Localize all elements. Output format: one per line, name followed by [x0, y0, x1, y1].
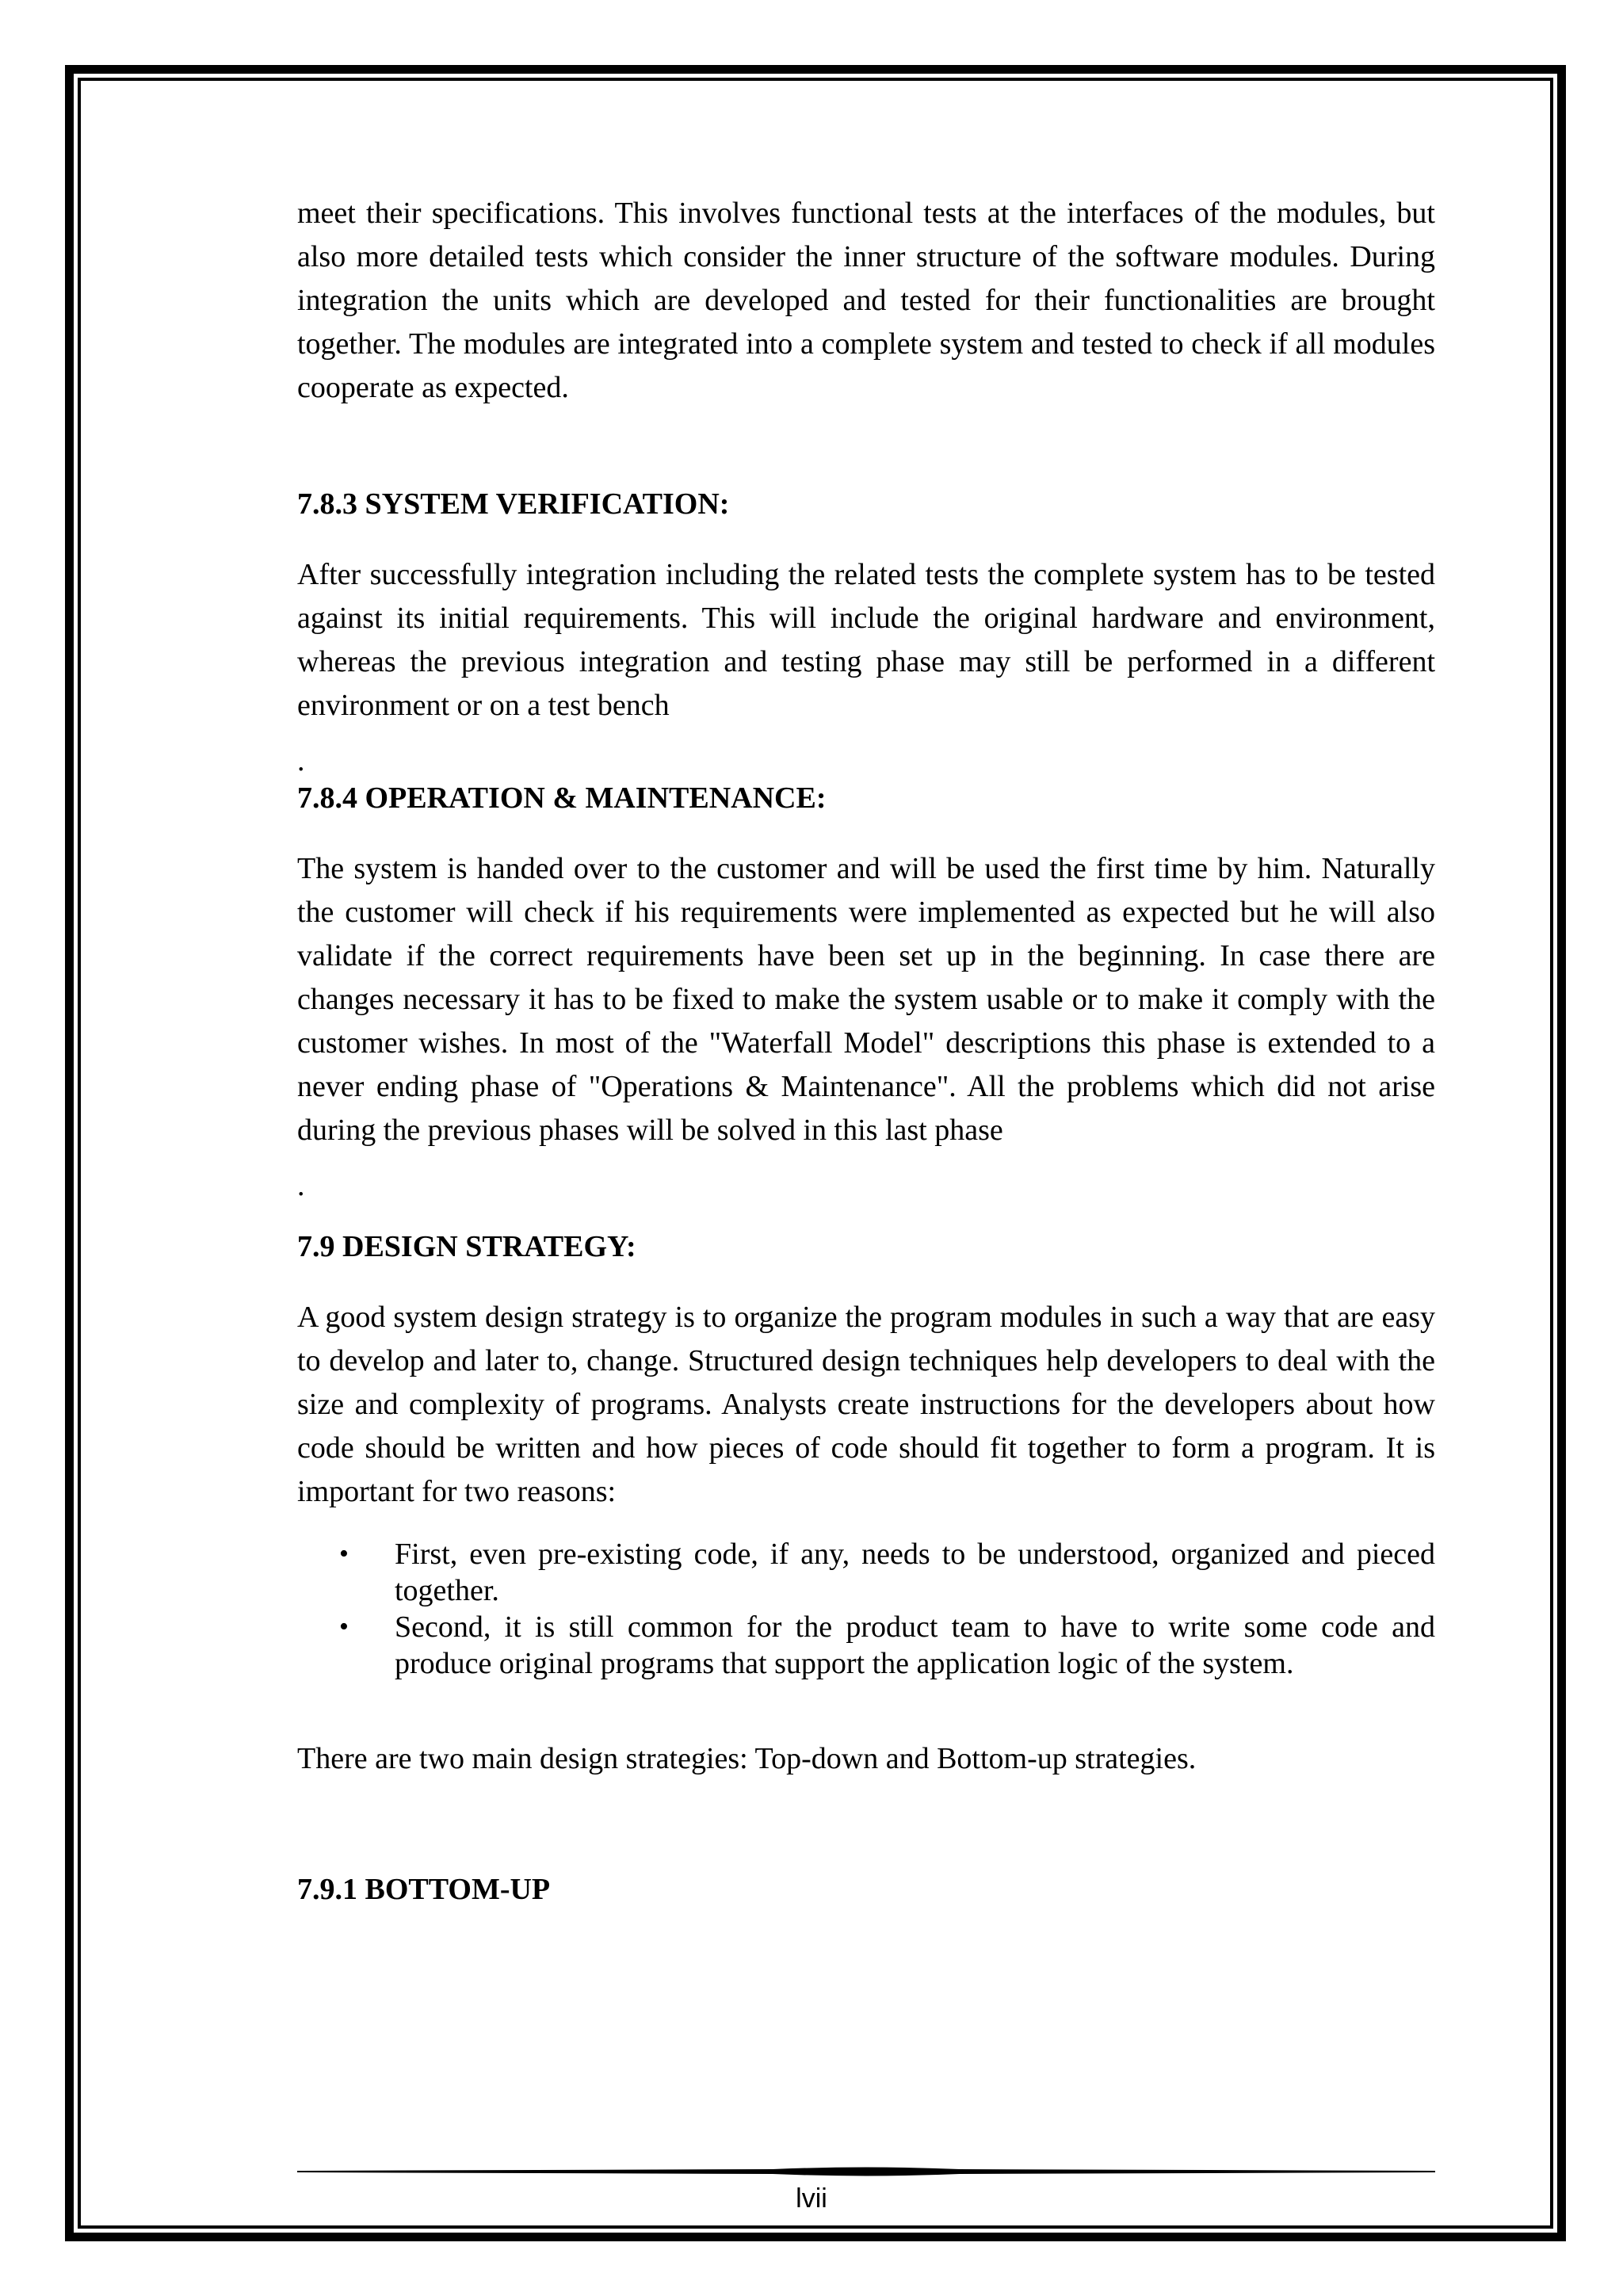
bullet-icon: • [339, 1612, 349, 1641]
heading-system-verification: 7.8.3 SYSTEM VERIFICATION: [297, 487, 730, 521]
spacer [297, 1514, 1435, 1536]
page-content [297, 192, 1435, 1912]
paragraph-operation-maintenance: The system is handed over to the customer and will be used the first time by him. Naturally the customer will check if his requirements were implemented as expected but he will also validate if the correct requirements have been set up in the beginning. In case there are changes necessary it has to be fixed to make the system usable or to make it comply with the customer wishes. In most of the "Waterfall Model" descriptions this phase is extended to a never ending phase of "Operations & Maintenance". All the problems which did not arise during the previous phases will be solved in this last phase [297, 852, 1435, 1147]
reasons-list [297, 1536, 1435, 1682]
page-number: lvii [796, 2183, 827, 2214]
heading-bottom-up: 7.9.1 BOTTOM-UP [297, 1873, 551, 1906]
spacer [297, 1208, 1435, 1225]
paragraph-design-strategy: A good system design strategy is to organize the program modules in such a way that are easy to develop and later to, change. Structured design techniques help developers to deal with the size and complexity of programs. Analysts create instructions for the developers about how code should be written and how pieces of code should fit together to form a program. It is important for two reasons: [297, 1301, 1435, 1508]
paragraph-main-strategies: There are two main design strategies: Top-down and Bottom-up strategies. [297, 1742, 1197, 1775]
list-item [339, 1609, 1435, 1682]
spacer [297, 1152, 1435, 1164]
list-item-text: First, even pre-existing code, if any, needs to be understood, organized and pieced together. [395, 1538, 1435, 1607]
spacer [297, 1269, 1435, 1296]
footer-divider [297, 2164, 1435, 2179]
spacer [297, 1781, 1435, 1868]
list-item [339, 1536, 1435, 1609]
heading-design-strategy: 7.9 DESIGN STRATEGY: [297, 1230, 636, 1263]
spacer [297, 1682, 1435, 1737]
spacer [297, 410, 1435, 483]
paragraph-integration: meet their specifications. This involves functional tests at the interfaces of the modules, but also more detailed tests which consider the inner structure of the software modules. During integration the units which are developed and tested for their functionalities are brought together. The modules are integrated into a complete system and tested to check if all modules cooperate as expected. [297, 197, 1435, 404]
spacer [297, 526, 1435, 553]
bullet-icon: • [339, 1539, 349, 1568]
separator-dot: . [297, 744, 305, 777]
paragraph-system-verification: After successfully integration including the related tests the complete system has to be tested against its initial requirements. This will include the original hardware and environment, whereas the previous integration and testing phase may still be performed in a different environment or on a test bench [297, 558, 1435, 722]
separator-dot: . [297, 1169, 305, 1202]
heading-operation-maintenance: 7.8.4 OPERATION & MAINTENANCE: [297, 781, 827, 815]
spacer [297, 820, 1435, 847]
spacer [297, 728, 1435, 739]
list-item-text: Second, it is still common for the product team to have to write some code and produce original programs that support the application logic of the system. [395, 1610, 1435, 1680]
